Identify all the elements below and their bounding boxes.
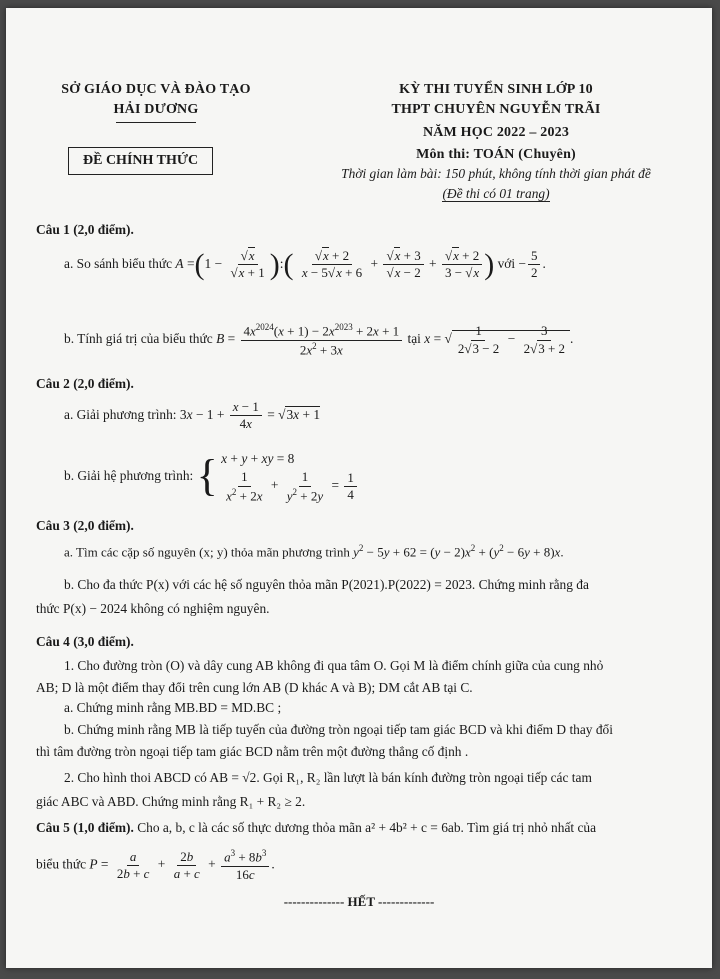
time-note: Thời gian làm bài: 150 phút, không tính thời gian phát đề	[341, 166, 651, 181]
q1-b-at: tại	[407, 331, 421, 347]
q5-text: Cho a, b, c là các số thực dương thỏa mãn a² + 4b² + c = 6ab. Tìm giá trị nhỏ nhất của	[137, 820, 597, 835]
q4-p2-line1: 2. Cho hình thoi ABCD có AB = √2. Gọi R₁, R₂ lần lượt là bán kính đường tròn ngoại tiếp các tam	[64, 770, 592, 785]
q2-a-text: a. Giải phương trình:	[64, 406, 177, 422]
q3-a-text: a. Tìm các cặp số nguyên (x; y) thỏa mãn phương trình	[64, 544, 350, 560]
exam-page	[6, 8, 712, 968]
q1-b-text: b. Tính giá trị của biểu thức	[64, 331, 213, 347]
q1-a-with: với	[497, 255, 516, 271]
q4-title: Câu 4 (3,0 điểm).	[36, 634, 134, 649]
q4-b-line1: b. Chứng minh rằng MB là tiếp tuyến của đường tròn ngoại tiếp tam giác BCD và khi điểm D thay đổi	[64, 722, 613, 737]
q4-b-line2: thì tâm đường tròn ngoại tiếp tam giác BCD nằm trên một đường thẳng cố định .	[36, 744, 469, 759]
q3-title: Câu 3 (2,0 điểm).	[36, 518, 134, 533]
pages-note-text: (Đề thi có 01 trang)	[442, 186, 550, 201]
school-year: NĂM HỌC 2022 – 2023	[422, 125, 570, 140]
q3-b-line1: b. Cho đa thức P(x) với các hệ số nguyên thỏa mãn P(2021).P(2022) = 2023. Chứng minh rằng đa	[64, 577, 589, 592]
q1-a: a. So sánh biểu thức A =(1 − $\frac{√x}{√x + 1}$ ):( $\frac{√x + 2}{x - 5√x + 6}$ + $\frac{√x + 3}{√x - 2}$ + $\frac{√x + 2}{3 - √x}$ ) với − $\frac{5}{2}$ .	[64, 247, 546, 281]
q2-a: a. Giải phương trình: 3x − 1 + $\frac{x - 1}{4x}$ = √3x + 1	[64, 399, 321, 432]
department-name: SỞ GIÁO DỤC VÀ ĐÀO TẠO	[61, 82, 251, 97]
school-name: THPT CHUYÊN NGUYỄN TRÃI	[391, 102, 601, 117]
official-badge: ĐỀ CHÍNH THỨC	[68, 147, 213, 175]
province-name	[46, 102, 266, 118]
divider-left	[116, 122, 196, 123]
q5-line2: biểu thức P = $\frac{a}{2b + c}$ + $\frac{2b}{a + c}$ + $\frac{a^3 + 8b^3}{16c}$ .	[36, 848, 275, 882]
q2-b-text: b. Giải hệ phương trình:	[64, 468, 194, 484]
q3-b-line2: thức P(x) − 2024 không có nghiệm nguyên.	[36, 601, 270, 616]
q4-a: a. Chứng minh rằng MB.BD = MD.BC ;	[64, 700, 282, 715]
subject-line: Môn thi: TOÁN (Chuyên)	[416, 147, 576, 162]
q1-a-text: a. So sánh biểu thức	[64, 255, 173, 271]
q2-b: b. Giải hệ phương trình: { x + y + xy = 8 $\frac{1}{x^2 + 2x}$ + $\frac{1}{y^2 + 2y}$ = $\frac{1}{4}$	[64, 448, 359, 504]
q4-p2-line2: giác ABC và ABD. Chứng minh rằng R₁ + R₂ ≥ 2.	[36, 794, 306, 809]
end-marker: -------------- HẾT -------------	[283, 894, 435, 909]
q5-expr-label: biểu thức	[36, 856, 87, 872]
pages-note	[306, 186, 686, 202]
exam-title: KỲ THI TUYỂN SINH LỚP 10	[399, 82, 593, 97]
province-label: HẢI DƯƠNG	[113, 102, 199, 117]
q3-a: a. Tìm các cặp số nguyên (x; y) thỏa mãn phương trình $y^2 - 5y + 62 = (y - 2)x^2 + (y^2 - 6y + 8)x$.	[64, 543, 564, 560]
q2-title: Câu 2 (2,0 điểm).	[36, 376, 134, 391]
q4-p1-line1: 1. Cho đường tròn (O) và dây cung AB không đi qua tâm O. Gọi M là điểm chính giữa của cung nhỏ	[64, 658, 604, 673]
q5-title: Câu 5 (1,0 điểm).	[36, 820, 134, 835]
q1-title: Câu 1 (2,0 điểm).	[36, 222, 134, 237]
q5-line1	[36, 818, 596, 838]
q4-p1-line2: AB; D là một điểm thay đổi trên cung lớn AB (D khác A và B); DM cắt AB tại C.	[36, 680, 473, 695]
q1-b: b. Tính giá trị của biểu thức B = $\frac{4x^{2024}(x + 1) - 2x^{2023} + 2x + 1}{2x^2 + 3x}$ tại x = √ $\frac{1}{2√3 - 2}$ − $\frac{3}{2√3 + 2}$ .	[64, 322, 574, 357]
